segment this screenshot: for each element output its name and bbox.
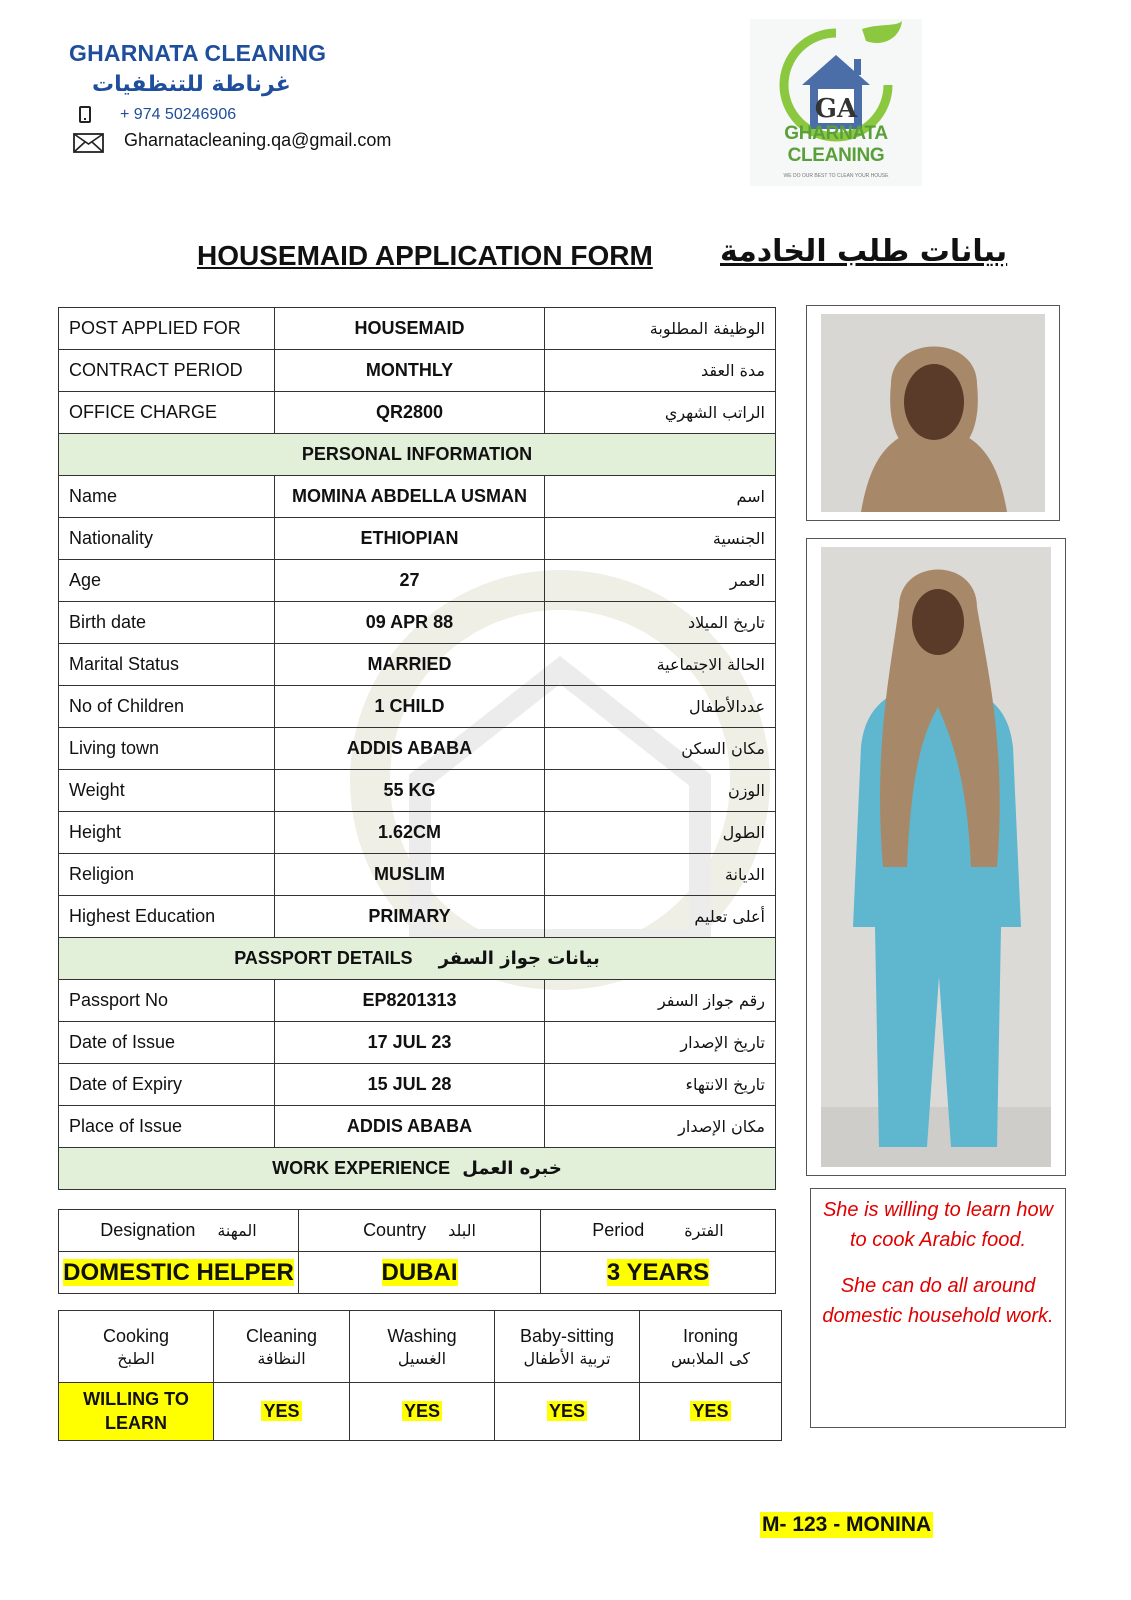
field-value: PRIMARY: [275, 896, 545, 938]
full-body-photo: [806, 538, 1066, 1176]
field-label-arabic: الطول: [545, 812, 776, 854]
field-label: CONTRACT PERIOD: [59, 350, 275, 392]
logo-tagline: WE DO OUR BEST TO CLEAN YOUR HOUSE: [783, 173, 889, 179]
notes-box: [810, 1188, 1066, 1428]
field-value: EP8201313: [275, 980, 545, 1022]
skill-name: Ironing: [682, 1325, 739, 1346]
field-label-arabic: مدة العقد: [545, 350, 776, 392]
table-row: [59, 812, 776, 854]
work-cell: [59, 1252, 299, 1294]
field-value: HOUSEMAID: [275, 308, 545, 350]
phone-icon: [79, 106, 91, 123]
skill-value: WILLING TO LEARN: [59, 1383, 214, 1441]
field-value: 1 CHILD: [275, 686, 545, 728]
skill-header: [495, 1311, 640, 1383]
skill-value: YES: [263, 1401, 300, 1421]
column-header-ar: الفترة: [684, 1221, 724, 1240]
field-value: QR2800: [275, 392, 545, 434]
skill-cell: [640, 1383, 782, 1441]
skill-header: [59, 1311, 214, 1383]
field-value: 17 JUL 23: [275, 1022, 545, 1064]
field-label: No of Children: [59, 686, 275, 728]
logo-wordmark: GHARNATA CLEANING: [784, 123, 888, 166]
column-header: [59, 1210, 299, 1252]
work-cell: [541, 1252, 776, 1294]
field-label: Date of Issue: [59, 1022, 275, 1064]
field-label: POST APPLIED FOR: [59, 308, 275, 350]
table-row: [59, 770, 776, 812]
field-label-arabic: الوزن: [545, 770, 776, 812]
column-header-ar: المهنة: [217, 1221, 257, 1240]
work-experience-table: [58, 1209, 776, 1294]
field-label-arabic: عددالأطفال: [545, 686, 776, 728]
skill-value: YES: [692, 1401, 729, 1421]
field-label-arabic: رقم جواز السفر: [545, 980, 776, 1022]
reference-code: M- 123 - MONINA: [762, 1513, 932, 1536]
skill-cell: [214, 1383, 350, 1441]
field-label-arabic: الحالة الاجتماعية: [545, 644, 776, 686]
phone-number: + 974 50246906: [120, 106, 237, 123]
field-value: 55 KG: [275, 770, 545, 812]
field-value: 27: [275, 560, 545, 602]
table-row: [59, 896, 776, 938]
portrait-photo: [806, 305, 1060, 521]
skill-header: [214, 1311, 350, 1383]
field-label-arabic: تاريخ الميلاد: [545, 602, 776, 644]
skill-header: [350, 1311, 495, 1383]
field-label: OFFICE CHARGE: [59, 392, 275, 434]
work-cell: [299, 1252, 541, 1294]
table-row: [59, 1210, 776, 1252]
field-label: Nationality: [59, 518, 275, 560]
section-header-passport: [59, 938, 776, 980]
section-title-ar: خبره العمل: [462, 1158, 562, 1179]
field-label: Religion: [59, 854, 275, 896]
skill-value: YES: [403, 1401, 441, 1421]
field-label-arabic: الوظيفة المطلوبة: [545, 308, 776, 350]
table-row: [59, 602, 776, 644]
field-value: 09 APR 88: [275, 602, 545, 644]
field-label: Passport No: [59, 980, 275, 1022]
table-row: [59, 854, 776, 896]
table-row: [59, 350, 776, 392]
section-title-en: PASSPORT DETAILS: [234, 948, 413, 968]
field-label: Place of Issue: [59, 1106, 275, 1148]
field-label-arabic: الراتب الشهري: [545, 392, 776, 434]
field-label-arabic: اسم: [545, 476, 776, 518]
field-value: 1.62CM: [275, 812, 545, 854]
section-title-ar: بيانات جواز السفر: [438, 948, 600, 969]
table-row: [59, 392, 776, 434]
table-row: [59, 1383, 782, 1441]
section-title-en: WORK EXPERIENCE: [272, 1158, 451, 1178]
note-text: She is willing to learn how to cook Arabic food.: [822, 1199, 1054, 1251]
skill-name-arabic: الغسيل: [397, 1348, 447, 1368]
column-header-en: Period: [592, 1220, 645, 1240]
skill-header: [640, 1311, 782, 1383]
email-address: Gharnatacleaning.qa@gmail.com: [124, 130, 392, 150]
table-row: [59, 308, 776, 350]
skill-name-arabic: النظافة: [257, 1348, 306, 1368]
column-header-en: Designation: [100, 1220, 196, 1240]
table-row: [59, 1252, 776, 1294]
skill-cell: [495, 1383, 640, 1441]
table-row: [59, 1106, 776, 1148]
svg-text:GA: GA: [814, 94, 858, 124]
field-value: MOMINA ABDELLA USMAN: [275, 476, 545, 518]
table-row: [59, 476, 776, 518]
field-label: Date of Expiry: [59, 1064, 275, 1106]
skill-name: Cleaning: [245, 1325, 318, 1346]
field-label: Highest Education: [59, 896, 275, 938]
full-body-image: [821, 547, 1051, 1167]
field-value: MARRIED: [275, 644, 545, 686]
table-row: [59, 980, 776, 1022]
field-label-arabic: الجنسية: [545, 518, 776, 560]
table-row: [59, 1064, 776, 1106]
field-label: Age: [59, 560, 275, 602]
field-label: Marital Status: [59, 644, 275, 686]
field-label: Birth date: [59, 602, 275, 644]
portrait-image: [821, 314, 1045, 512]
period-value: 3 YEARS: [606, 1258, 710, 1286]
field-value: MONTHLY: [275, 350, 545, 392]
form-title: HOUSEMAID APPLICATION FORM: [197, 240, 653, 271]
field-label: Name: [59, 476, 275, 518]
table-row: [59, 728, 776, 770]
field-value: ADDIS ABABA: [275, 1106, 545, 1148]
skill-value: YES: [548, 1401, 586, 1421]
field-label-arabic: تاريخ الإصدار: [545, 1022, 776, 1064]
skill-name: Washing: [387, 1325, 457, 1346]
table-row: [59, 1022, 776, 1064]
table-row: [59, 686, 776, 728]
designation-value: DOMESTIC HELPER: [63, 1258, 294, 1286]
section-title: [59, 938, 776, 980]
field-label: Living town: [59, 728, 275, 770]
column-header: [299, 1210, 541, 1252]
field-label-arabic: تاريخ الانتهاء: [545, 1064, 776, 1106]
skill-name: Baby-sitting: [519, 1325, 615, 1346]
application-table: [58, 307, 776, 1190]
note-text: She can do all around domestic household work.: [822, 1275, 1054, 1327]
skill-name-arabic: تربية الأطفال: [523, 1348, 611, 1368]
skill-name: Cooking: [102, 1325, 170, 1346]
field-value: 15 JUL 28: [275, 1064, 545, 1106]
form-title-arabic: بيانات طلب الخادمة: [720, 234, 1008, 269]
field-value: ADDIS ABABA: [275, 728, 545, 770]
table-row: [59, 560, 776, 602]
company-name: GHARNATA CLEANING: [69, 40, 327, 66]
company-logo: [750, 19, 922, 186]
field-label-arabic: أعلى تعليم: [545, 896, 776, 938]
company-name-arabic: غرناطة للتنظفيات: [92, 72, 291, 97]
column-header-en: Country: [363, 1220, 427, 1240]
field-label-arabic: الديانة: [545, 854, 776, 896]
field-label: Height: [59, 812, 275, 854]
section-title: [59, 1148, 776, 1190]
table-row: [59, 518, 776, 560]
field-value: ETHIOPIAN: [275, 518, 545, 560]
column-header: [541, 1210, 776, 1252]
field-label-arabic: مكان السكن: [545, 728, 776, 770]
field-label: Weight: [59, 770, 275, 812]
field-label-arabic: مكان الإصدار: [545, 1106, 776, 1148]
field-value: MUSLIM: [275, 854, 545, 896]
table-row: [59, 1311, 782, 1383]
skills-table: [58, 1310, 782, 1441]
envelope-icon: [73, 133, 104, 153]
skill-cell: [350, 1383, 495, 1441]
skill-name-arabic: الطبخ: [117, 1348, 155, 1368]
section-header-personal: [59, 434, 776, 476]
skill-name-arabic: كى الملابس: [670, 1348, 750, 1368]
field-label-arabic: العمر: [545, 560, 776, 602]
section-title: PERSONAL INFORMATION: [59, 434, 776, 476]
column-header-ar: البلد: [448, 1221, 476, 1240]
section-header-work: [59, 1148, 776, 1190]
table-row: [59, 644, 776, 686]
country-value: DUBAI: [381, 1258, 458, 1286]
